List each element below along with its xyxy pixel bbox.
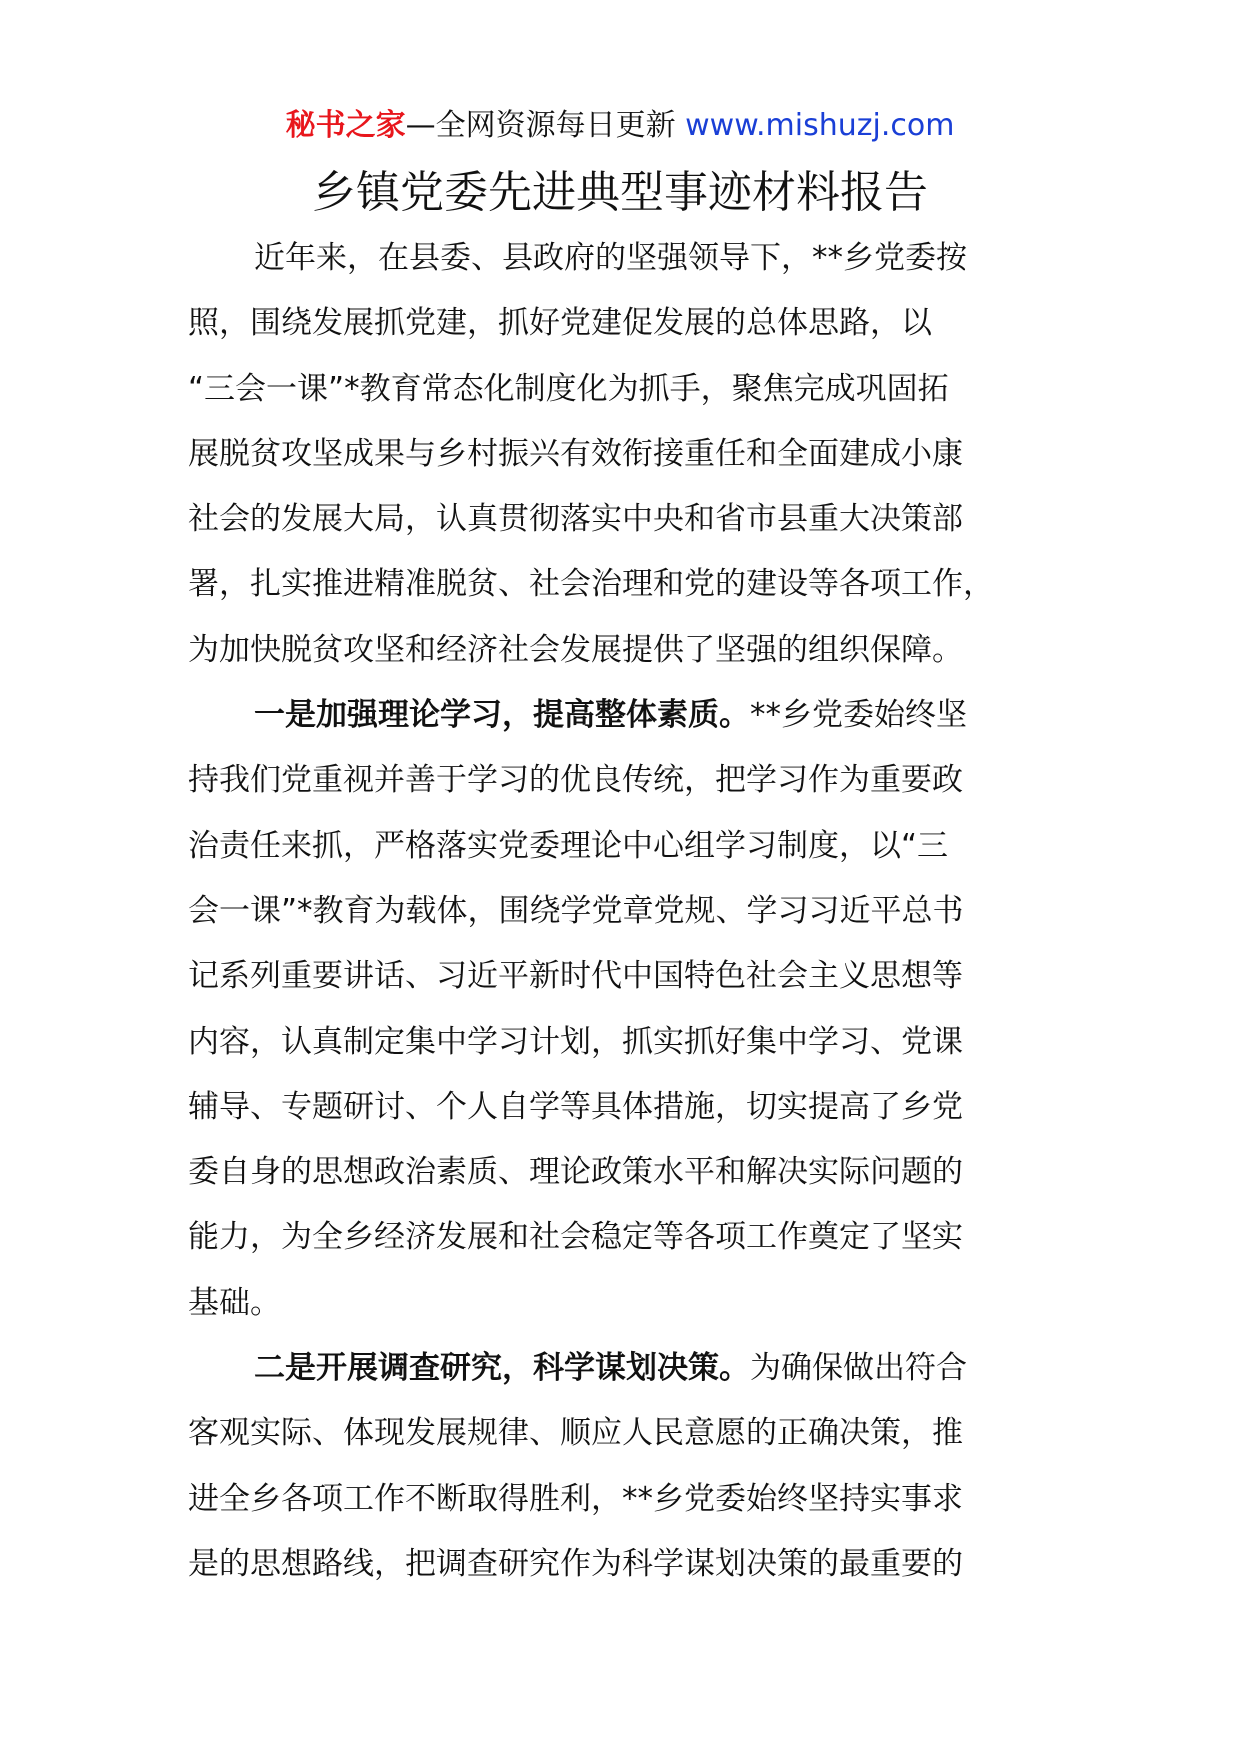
text-line: 近年来，在县委、县政府的坚强领导下，**乡党委按 [254, 240, 967, 276]
text-line: 照，围绕发展抓党建，抓好党建促发展的总体思路，以 [188, 305, 932, 342]
paragraph-research [188, 1336, 1048, 1597]
document-title: 乡镇党委先进典型事迹材料报告 [312, 167, 928, 218]
paragraph-intro [188, 226, 1048, 683]
text-line: 辅导、专题研讨、个人自学等具体措施，切实提高了乡党 [188, 1088, 963, 1125]
text-line [188, 1336, 1048, 1401]
text-fragment: **乡党委始终坚 [750, 697, 967, 734]
text-line: 客观实际、体现发展规律、顺应人民意愿的正确决策，推 [188, 1415, 963, 1452]
text-line: 委自身的思想政治素质、理论政策水平和解决实际问题的 [188, 1154, 963, 1191]
site-header [0, 104, 1240, 148]
text-fragment: 为确保做出符合 [750, 1350, 967, 1387]
text-line [188, 683, 1048, 748]
text-line: 社会的发展大局，认真贯彻落实中央和省市县重大决策部 [188, 501, 963, 538]
text-line: 记系列重要讲话、习近平新时代中国特色社会主义思想等 [188, 958, 963, 995]
text-line: 治责任来抓，严格落实党委理论中心组学习制度，以“三 [188, 827, 949, 864]
text-line: 内容，认真制定集中学习计划，抓实抓好集中学习、党课 [188, 1023, 963, 1060]
text-line: 基础。 [188, 1284, 281, 1321]
site-slogan: —全网资源每日更新 [405, 108, 686, 143]
section-heading: 一是加强理论学习，提高整体素质。 [254, 697, 750, 734]
text-line: 会一课”*教育为载体，围绕学党章党规、学习习近平总书 [188, 892, 964, 929]
text-line: 进全乡各项工作不断取得胜利，**乡党委始终坚持实事求 [188, 1480, 963, 1517]
paragraph-theory-study [188, 683, 1048, 1336]
section-heading: 二是开展调查研究，科学谋划决策。 [254, 1350, 750, 1387]
text-line: 持我们党重视并善于学习的优良传统，把学习作为重要政 [188, 762, 963, 799]
text-line: 展脱贫攻坚成果与乡村振兴有效衔接重任和全面建成小康 [188, 435, 963, 472]
text-line: 是的思想路线，把调查研究作为科学谋划决策的最重要的 [188, 1545, 963, 1582]
text-line: 能力，为全乡经济发展和社会稳定等各项工作奠定了坚实 [188, 1219, 963, 1256]
text-line: 署，扎实推进精准脱贫、社会治理和党的建设等各项工作， [188, 566, 994, 603]
text-line: 为加快脱贫攻坚和经济社会发展提供了坚强的组织保障。 [188, 631, 963, 668]
document-body [188, 226, 1048, 1597]
site-brand: 秘书之家 [285, 108, 406, 143]
site-url[interactable]: www.mishuzj.com [685, 108, 955, 143]
text-line: “三会一课”*教育常态化制度化为抓手，聚焦完成巩固拓 [188, 370, 949, 407]
